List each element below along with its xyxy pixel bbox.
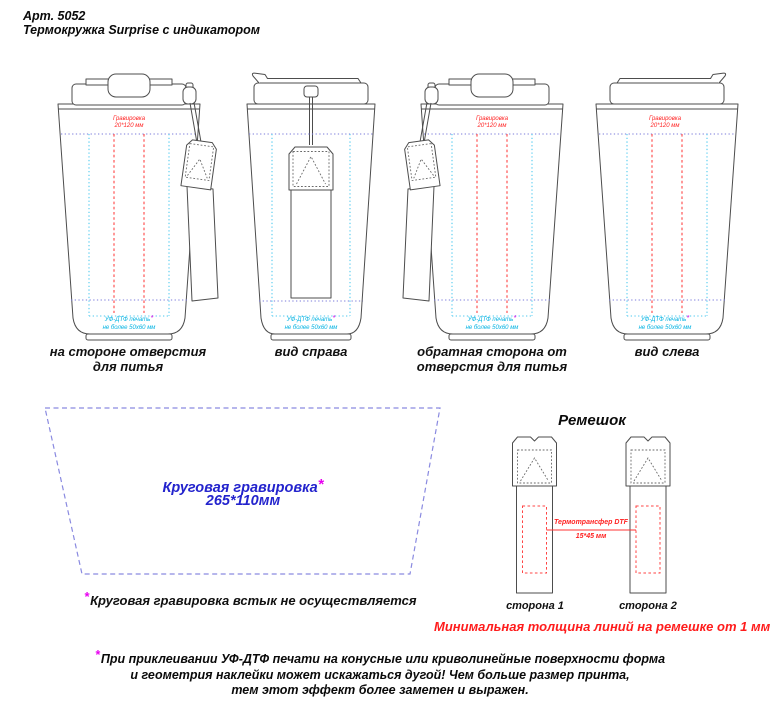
circular-engraving-size: 265*110мм <box>205 493 281 509</box>
asterisk: * <box>513 313 517 322</box>
strap-side-2-label: сторона 2 <box>619 600 677 612</box>
asterisk: * <box>332 313 336 322</box>
transfer-size: 15*45 мм <box>575 533 607 540</box>
engraving-zone-label: Гравировка 20*120 мм <box>648 116 682 129</box>
strap-side-1-label: сторона 1 <box>506 600 564 612</box>
asterisk: * <box>94 648 100 662</box>
product-title: Термокружка Surprise с индикатором <box>23 23 261 37</box>
mug-view-back-side <box>403 74 563 340</box>
uv-print-label: УФ-ДТФ печать* не более 50x60 мм <box>284 313 338 331</box>
view-caption-1: на стороне отверстия для питья <box>49 344 207 374</box>
circular-engraving-title: Круговая гравировка* <box>162 476 324 496</box>
strap-detail-side-2 <box>626 437 670 593</box>
mug-view-drinking-side <box>58 74 218 340</box>
asterisk: * <box>150 313 154 322</box>
view-caption-4: вид слева <box>634 344 700 359</box>
uv-dtf-disclaimer: *При приклеивании УФ-ДТФ печати на конусные или криволинейные поверхности форма и геометрия наклейки может искажаться дугой! Чем больше размер принта, тем этот эффект более заметен и выражен. <box>94 648 666 697</box>
uv-print-label: УФ-ДТФ печать* не более 50x60 мм <box>465 313 519 331</box>
strap-detail-side-1 <box>513 437 557 593</box>
engraving-zone-label: Гравировка 20*120 мм <box>475 116 509 129</box>
engraving-zone-label: Гравировка 20*120 мм <box>112 116 146 129</box>
view-caption-3: обратная сторона от отверстия для питья <box>416 344 568 374</box>
asterisk: * <box>84 589 90 604</box>
view-caption-2: вид справа <box>274 344 348 359</box>
uv-print-label: УФ-ДТФ печать* не более 50x60 мм <box>638 313 692 331</box>
mug-view-left <box>596 73 738 340</box>
art-number: Арт. 5052 <box>23 9 86 23</box>
strap-min-line-note: Минимальная толщина линий на ремешке от 1 мм <box>434 619 771 634</box>
mug-view-right <box>247 73 375 340</box>
uv-print-label: УФ-ДТФ печать* не более 50x60 мм <box>102 313 156 331</box>
circular-engraving-footnote: *Круговая гравировка встык не осуществляется <box>84 589 417 608</box>
strap-section-title: Ремешок <box>558 412 626 429</box>
transfer-label: Термотрансфер DTF <box>554 519 628 526</box>
asterisk: * <box>686 313 690 322</box>
asterisk: * <box>317 476 324 493</box>
